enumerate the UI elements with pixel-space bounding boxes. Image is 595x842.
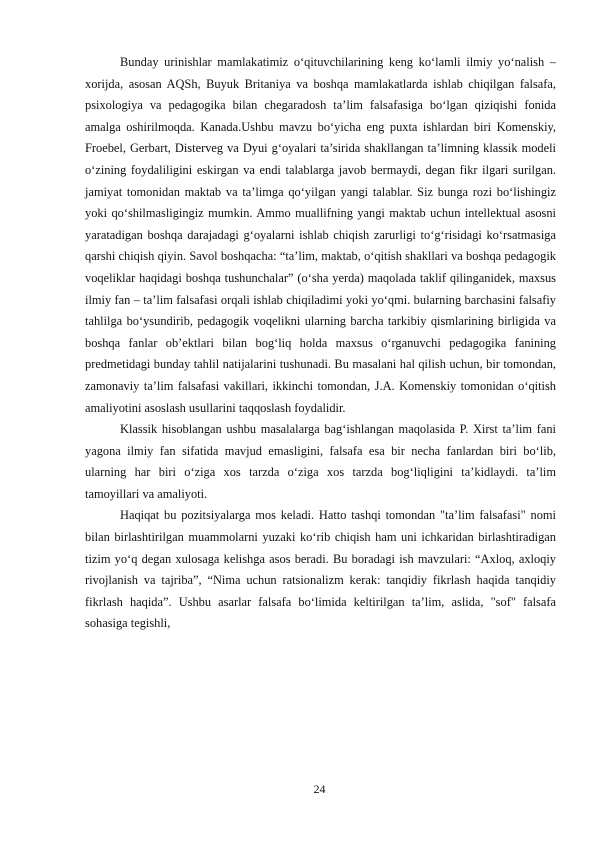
document-page xyxy=(85,52,556,635)
paragraph-3: Haqiqat bu pozitsiyalarga mos keladi. Hatto tashqi tomondan "ta’lim falsafasi" nomi bilan birlashtirilgan muammolarni yuzaki ko‘rib chiqish ham uni ichkaridan birlashtiradigan tizim yo‘q degan xulosaga kelishga asos beradi. Bu boradagi ish mavzulari: “Axloq, axloqiy rivojlanish va tajriba”, “Nima uchun ratsionalizm kerak: tanqidiy fikrlash haqida tanqidiy fikrlash haqida”. Ushbu asarlar falsafa bo‘limida keltirilgan ta’lim, aslida, "sof" falsafa sohasiga tegishli, xyxy=(85,508,556,631)
page-number: 24 xyxy=(313,782,326,796)
paragraph-1: Bunday urinishlar mamlakatimiz o‘qituvchilarining keng ko‘lamli ilmiy yo‘nalish – xorijda, asosan AQSh, Buyuk Britaniya va boshqa mamlakatlarda ishlab chiqilgan falsafa, psixologiya va pedagogika bilan chegaradosh ta’lim falsafasiga bo‘lgan qiziqishi fonida amalga oshirilmoqda. Kanada.Ushbu mavzu bo‘yicha eng puxta ishlardan biri Komenskiy, Froebel, Gerbart, Disterveg va Dyui g‘oyalari ta’sirida shakllangan ta’limning klassik modeli o‘zining foydaliligini eskirgan va endi talablarga javob bermaydi, degan fikr ilgari surilgan. jamiyat tomonidan maktab va ta’limga qo‘yilgan yangi talablar. Siz bunga rozi bo‘lishingiz yoki qo‘shilmasligingiz mumkin. Ammo muallifning yangi maktab uchun intellektual asosni yaratadigan boshqa darajadagi g‘oyalarni ishlab chiqish zarurligi to‘g‘risidagi ko‘rsatmasiga qarshi chiqish qiyin. Savol boshqacha: “ta’lim, maktab, o‘qitish shakllari va boshqa pedagogik voqeliklar haqidagi boshqa tushunchalar” (o‘sha yerda) maqolada taklif qilinganidek, maxsus ilmiy fan – ta’lim falsafasi orqali ishlab chiqiladimi yoki yo‘qmi. bularning barchasini falsafiy tahlilga bo‘ysundirib, pedagogik voqelikni ularning barcha tarkibiy qismlarining birligida va boshqa fanlar ob’ektlari bilan bog‘liq holda maxsus o‘rganuvchi pedagogika fanining predmetidagi bunday tahlil natijalarini tushunadi. Bu masalani hal qilish uchun, bir tomondan, zamonaviy ta’lim falsafasi vakillari, ikkinchi tomondan, J.A. Komenskiy tomonidan o‘qitish amaliyotini asoslash usullarini taqqoslash foydalidir. xyxy=(85,55,556,415)
paragraph-2: Klassik hisoblangan ushbu masalalarga bag‘ishlangan maqolasida P. Xirst ta’lim fani yagona ilmiy fan sifatida mavjud emasligini, falsafa esa bir necha fanlardan biri bo‘lib, ularning har biri o‘ziga xos tarzda o‘ziga xos tarzda bog‘liqligini ta’kidlaydi. ta’lim tamoyillari va amaliyoti. xyxy=(85,422,556,501)
